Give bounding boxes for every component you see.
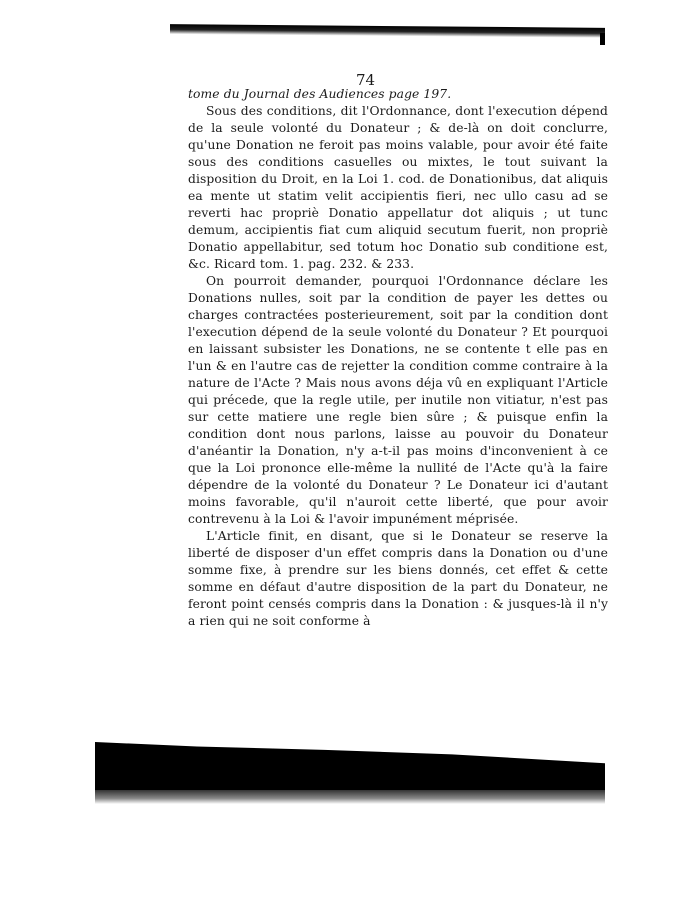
scan-edge-top-corner bbox=[600, 33, 605, 45]
page-number: 74 bbox=[356, 71, 376, 89]
scan-edge-bottom-shadow bbox=[95, 790, 605, 804]
scan-edge-top bbox=[170, 24, 605, 38]
paragraph-2: On pourroit demander, pourquoi l'Ordonnance déclare les Donations nulles, soit par la condition de payer les dettes ou charges contractées posterieurement, soit par la condition dont l'execution dépend de la seule volonté du Donateur ? Et pourquoi en laissant subsister les Donations, ne se contente t elle pas en l'un & en l'autre cas de rejetter la condition comme contraire à la nature de l'Acte ? Mais nous avons déja vû en expliquant l'Article qui précede, que la regle utile, per inutile non vitiatur, n'est pas sur cette matiere une regle bien sûre ; & puisque enfin la condition dont nous parlons, laisse au pouvoir du Donateur d'anéantir la Donation, n'y a-t-il pas moins d'inconvenient à ce que la Loi prononce elle-même la nullité de l'Acte qu'à la faire dépendre de la volonté du Donateur ? Le Donateur ici d'autant moins favorable, qu'il n'auroit cette liberté, que pour avoir contrevenu à la Loi & l'avoir impunément méprisée. bbox=[188, 274, 608, 526]
paragraph-3: L'Article finit, en disant, que si le Donateur se reserve la liberté de disposer d'un effet compris dans la Donation ou d'une somme fixe, à prendre sur les biens donnés, cet effet & cette somme en défaut d'autre disposition de la part du Donateur, ne feront point censés compris dans la Donation : & jusques-là il n'y a rien qui ne soit conforme à bbox=[188, 529, 608, 628]
page-text bbox=[188, 86, 608, 630]
reference-line: tome du Journal des Audiences page 197. bbox=[188, 87, 452, 101]
paragraph-1: Sous des conditions, dit l'Ordonnance, dont l'execution dépend de la seule volonté du Donateur ; & de-là on doit conclurre, qu'une Donation ne feroit pas moins valable, pour avoir été faite sous des conditions casuelles ou mixtes, le tout suivant la disposition du Droit, en la Loi 1. cod. de Donationibus, dat aliquis ea mente ut statim velit accipientis fieri, nec ullo casu ad se reverti hac propriè Donatio appellatur dot aliquis ; ut tunc demum, accipientis fiat cum aliquid secutum fuerit, non propriè Donatio appellabitur, sed totum hoc Donatio sub conditione est, &c. Ricard tom. 1. pag. 232. & 233. bbox=[188, 104, 608, 271]
